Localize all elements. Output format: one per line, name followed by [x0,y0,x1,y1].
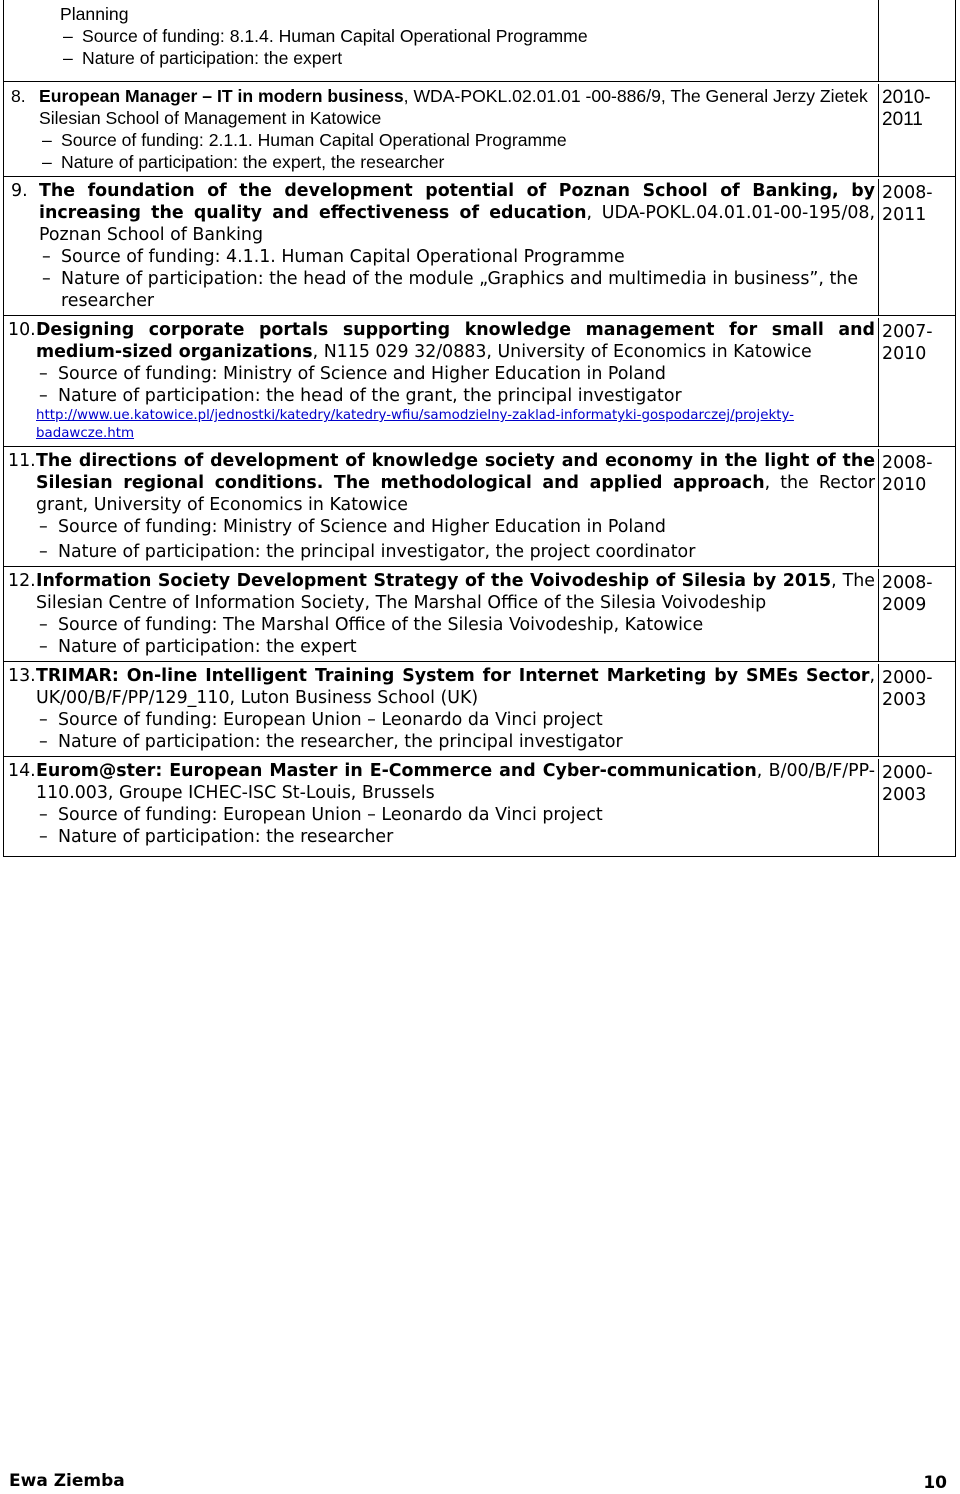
period-start: 2000- [882,668,933,688]
period-start: 2008- [882,453,933,473]
list-item: – Source of funding: 4.1.1. Human Capital Operational Programme [42,247,625,267]
period-cell [878,759,955,856]
list-item: – Source of funding: Ministry of Science and Higher Education in Poland [39,364,666,384]
item-number: 12. [8,571,36,591]
list-item: – Nature of participation: the expert [63,48,343,68]
table-row-item-12 [4,567,955,662]
list-item: – Nature of participation: the expert [39,637,357,657]
table-row-item-8 [4,82,955,177]
dash-bullet: – [39,827,48,847]
list-item: – Nature of participation: the expert, the researcher [42,152,445,172]
dash-bullet: – [39,710,48,730]
period-start: 2008- [882,183,933,203]
item-line [8,760,875,848]
item-line [11,85,875,173]
project-title: The directions of development of knowledge society and economy in the light of the Silesian regional conditions. The methodological and applied approach [36,451,875,493]
period-end: 2003 [882,785,927,805]
item-line [8,665,875,753]
footer-page-number: 10 [923,1473,947,1493]
row-content [8,757,875,856]
list-item: – Source of funding: 8.1.4. Human Capital Operational Programme [63,26,588,46]
table-row-item-14 [4,757,955,857]
row-content [8,662,875,756]
dash-bullet: – [39,615,48,635]
item-number: 10. [8,320,36,340]
project-title: TRIMAR: On-line Intelligent Training System for Internet Marketing by SMEs Sector [36,666,870,686]
period-start: 2010- [882,87,931,108]
period-cell [878,179,955,315]
period-end: 2010 [882,475,927,495]
period-cell [878,449,955,566]
project-title: European Manager – IT in modern business [39,86,404,106]
dash-bullet: – [63,48,73,68]
period-end: 2011 [882,109,923,130]
list-item: – Nature of participation: the head of the module „Graphics and multimedia in business”, the researcher [42,269,859,311]
list-item: – Nature of participation: the researcher, the principal investigator [39,732,623,752]
dash-bullet: – [42,130,52,150]
dash-bullet: – [39,386,48,406]
item-number: 13. [8,666,36,686]
planning-heading: Planning [60,4,129,24]
list-item: – Source of funding: 2.1.1. Human Capital Operational Programme [42,130,567,150]
table-row-item-11 [4,447,955,567]
item-line [8,570,875,658]
dash-bullet: – [39,805,48,825]
table-row-item-10 [4,316,955,447]
project-details: , the Rector grant, University of Economics in Katowice [36,473,875,515]
project-title: Eurom@ster: European Master in E-Commerce and Cyber-communication [36,761,757,781]
list-item: – Source of funding: European Union – Leonardo da Vinci project [39,805,603,825]
project-details: , B/00/B/F/PP-110.003, Groupe ICHEC-ISC St-Louis, Brussels [36,761,875,803]
table-row-item-9 [4,177,955,316]
dash-bullet: – [39,732,48,752]
period-start: 2008- [882,573,933,593]
project-details: , UK/00/B/F/PP/129_110, Luton Business School (UK) [36,666,875,708]
list-item: – Source of funding: European Union – Leonardo da Vinci project [39,710,603,730]
item-line [8,450,875,563]
table-row-planning [4,0,955,82]
project-details: , WDA-POKL.02.01.01 -00-886/9, The General Jerzy Zietek Silesian School of Management in Katowice [39,86,868,128]
period-start: 2007- [882,322,933,342]
row-content [8,316,875,446]
dash-bullet: – [42,269,51,289]
list-item: – Nature of participation: the head of the grant, the principal investigator [39,386,682,406]
dash-bullet: – [42,152,52,172]
project-title: Designing corporate portals supporting knowledge management for small and medium-sized organizations [36,320,875,362]
row-content [11,177,875,315]
item-number: 14. [8,761,36,781]
period-end: 2009 [882,595,927,615]
project-title: The foundation of the development potential of Poznan School of Banking, by increasing the quality and effectiveness of education [39,181,875,223]
dash-bullet: – [39,637,48,657]
list-item: – Nature of participation: the researcher [39,827,394,847]
period-cell [878,84,955,176]
row-content [11,82,875,176]
list-item: – Nature of participation: the principal investigator, the project coordinator [39,542,696,562]
item-line [8,319,875,443]
projects-table [3,0,956,857]
item-number: 9. [11,181,28,201]
item-line [11,180,875,312]
table-row-item-13 [4,662,955,757]
dash-bullet: – [39,517,48,537]
dash-bullet: – [42,247,51,267]
footer-author-name: Ewa Ziemba [9,1471,125,1491]
list-item: – Source of funding: The Marshal Office of the Silesia Voivodeship, Katowice [39,615,704,635]
item-number: 8. [11,86,26,106]
period-end: 2011 [882,205,927,225]
dash-bullet: – [39,364,48,384]
period-cell [878,318,955,446]
project-title: Information Society Development Strategy of the Voivodeship of Silesia by 2015 [36,571,832,591]
period-start: 2000- [882,763,933,783]
list-item: – Source of funding: Ministry of Science and Higher Education in Poland [39,517,666,537]
period-end: 2010 [882,344,927,364]
item-number: 11. [8,451,36,471]
dash-bullet: – [39,542,48,562]
period-cell [878,569,955,661]
project-details: , UDA-POKL.04.01.01-00-195/08, Poznan School of Banking [39,203,875,245]
period-cell [878,0,955,81]
row-content [8,567,875,661]
row-content [11,0,875,72]
period-end: 2003 [882,690,927,710]
project-link[interactable]: http://www.ue.katowice.pl/jednostki/katedry/katedry-wfiu/samodzielny-zaklad-informatyki-gospodarczej/projekty-badawcze.htm [36,408,794,441]
dash-bullet: – [63,26,73,46]
row-content [8,447,875,566]
period-cell [878,664,955,756]
project-details: , The Silesian Centre of Information Society, The Marshal Office of the Silesia Voivodeship [36,571,875,613]
project-details: , N115 029 32/0883, University of Economics in Katowice [312,342,812,362]
